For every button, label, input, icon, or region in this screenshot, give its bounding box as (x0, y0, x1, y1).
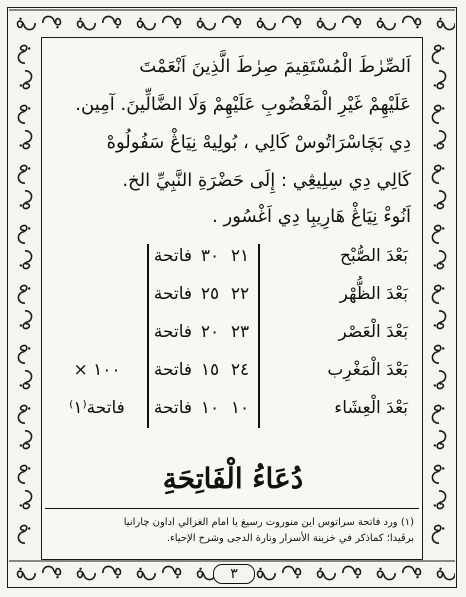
ornament-scroll (343, 16, 361, 24)
ornament-scroll-group (432, 225, 444, 243)
ornament-scroll (103, 566, 121, 574)
ornament-scroll (432, 165, 440, 183)
ornament-scroll (437, 371, 445, 389)
ornament-scroll (432, 525, 440, 543)
section-title: دُعَاءُ الْفَاتِحَةِ (162, 462, 304, 495)
ornament-scroll-group (434, 371, 446, 389)
ornament-dot (434, 144, 436, 146)
ornament-scroll (257, 21, 275, 29)
ornament-dot (442, 527, 444, 529)
ornament-scroll (403, 16, 421, 24)
ornament-dot (56, 26, 58, 28)
text-line-3: دِي بَچَاسْرَاتُوسْ كَالِي ، بُولِيهْ نِيَاڠْ سَفُولُوهْ (106, 132, 411, 153)
ornament-dot (20, 204, 22, 206)
ornament-dot (442, 287, 444, 289)
ornament-scroll (23, 431, 31, 449)
count-value: ١٠ (200, 398, 220, 418)
ornament-dot (434, 504, 436, 506)
ornament-scroll (17, 21, 35, 29)
ornament-scroll-group (434, 311, 446, 329)
row-number: ٢٣ (230, 322, 250, 342)
ornament-dot (19, 568, 21, 570)
ornament-scroll (432, 45, 440, 63)
readings-table (50, 242, 412, 430)
ornament-scroll-group (434, 251, 446, 269)
ornament-dot (28, 527, 30, 529)
ornament-scroll (432, 285, 440, 303)
ornament-dot (319, 18, 321, 20)
ornament-dot (416, 26, 418, 28)
ornament-dot (176, 576, 178, 578)
ornament-scroll (437, 21, 455, 29)
ornament-scroll (18, 345, 26, 363)
ornament-scroll (137, 21, 155, 29)
ornament-scroll (18, 45, 26, 63)
ornament-dot (139, 568, 141, 570)
ornament-dot (236, 26, 238, 28)
time-label: بَعْدَ الْمَغْرِب (327, 360, 408, 380)
ornament-scroll (432, 405, 440, 423)
ornament-dot (199, 568, 201, 570)
ornament-scroll-group (20, 311, 32, 329)
ornament-scroll (103, 16, 121, 24)
ornament-scroll (23, 371, 31, 389)
ornament-dot (434, 444, 436, 446)
ornament-scroll (18, 105, 26, 123)
ornament-scroll (437, 131, 445, 149)
ornament-scroll-group (434, 71, 446, 89)
ornament-dot (259, 18, 261, 20)
ornament-dot (442, 407, 444, 409)
ornament-scroll-group (18, 105, 30, 123)
time-label: بَعْدَ الْعَصْر (338, 322, 408, 342)
ornament-scroll (437, 431, 445, 449)
ornament-dot (20, 84, 22, 86)
ornament-dot (139, 18, 141, 20)
ornament-dot (79, 18, 81, 20)
page-number: ٣ (213, 564, 255, 584)
extra-note: فاتحة⁽١⁾ (69, 398, 125, 418)
ornament-scroll (163, 16, 181, 24)
ornament-dot (116, 576, 118, 578)
ornament-dot (116, 26, 118, 28)
ornament-scroll (432, 225, 440, 243)
ornament-scroll (283, 16, 301, 24)
ornament-dot (442, 227, 444, 229)
ornament-dot (442, 47, 444, 49)
ornament-scroll-group (20, 371, 32, 389)
ornament-dot (379, 18, 381, 20)
ornament-dot (296, 576, 298, 578)
ornament-dot (439, 18, 441, 20)
ornament-dot (20, 264, 22, 266)
ornament-scroll (23, 311, 31, 329)
ornament-dot (28, 407, 30, 409)
fatiha-label: فاتحة (153, 246, 193, 266)
ornament-scroll (437, 71, 445, 89)
ornament-scroll-group (432, 105, 444, 123)
ornament-scroll-group (18, 285, 30, 303)
ornament-scroll (437, 571, 455, 579)
ornament-dot (319, 568, 321, 570)
ornament-scroll (23, 71, 31, 89)
ornament-dot (28, 47, 30, 49)
ornament-scroll (283, 566, 301, 574)
count-value: ٢٥ (200, 284, 220, 304)
ornament-scroll (377, 571, 395, 579)
ornament-scroll (23, 251, 31, 269)
ornament-dot (176, 26, 178, 28)
ornament-scroll-group (20, 251, 32, 269)
ornament-dot (416, 576, 418, 578)
ornament-dot (434, 264, 436, 266)
ornament-dot (356, 576, 358, 578)
ornament-scroll (403, 566, 421, 574)
ornament-scroll (43, 16, 61, 24)
count-value: ٣٠ (200, 246, 220, 266)
ornament-scroll (437, 191, 445, 209)
ornament-dot (379, 568, 381, 570)
table-divider-left (147, 244, 149, 428)
ornament-dot (434, 384, 436, 386)
ornament-scroll (437, 311, 445, 329)
ornament-scroll (432, 105, 440, 123)
ornament-dot (28, 287, 30, 289)
ornament-scroll (223, 16, 241, 24)
row-number: ٢١ (230, 246, 250, 266)
ornament-scroll-group (434, 191, 446, 209)
ornament-dot (20, 144, 22, 146)
ornament-scroll (23, 131, 31, 149)
ornament-dot (56, 576, 58, 578)
ornament-dot (19, 18, 21, 20)
row-number: ٢٤ (230, 360, 250, 380)
footnote-line-2: برڤيدا؛ كماذكر في خزينة الأسرار ونارة الدجى وشرح الإحياء. (166, 533, 414, 544)
count-value: ٢٠ (200, 322, 220, 342)
ornament-scroll (43, 566, 61, 574)
ornament-dot (259, 568, 261, 570)
ornament-scroll-group (20, 71, 32, 89)
ornament-scroll-group (434, 431, 446, 449)
ornament-scroll (17, 571, 35, 579)
ornament-scroll-group (432, 45, 444, 63)
ornament-scroll (377, 21, 395, 29)
ornament-scroll-group (432, 405, 444, 423)
ornament-scroll (77, 21, 95, 29)
fatiha-label: فاتحة (153, 284, 193, 304)
ornament-scroll (163, 566, 181, 574)
ornament-scroll-group (18, 405, 30, 423)
ornament-dot (28, 347, 30, 349)
ornament-scroll-group (18, 165, 30, 183)
ornament-dot (442, 107, 444, 109)
ornament-dot (434, 84, 436, 86)
ornament-dot (356, 26, 358, 28)
text-line-2: عَلَيْهِمْ غَيْرِ الْمَغْضُوبِ عَلَيْهِمْ وَلَا الضَّالِّينَ. آمِين. (75, 94, 411, 115)
ornament-scroll (77, 571, 95, 579)
ornament-dot (20, 324, 22, 326)
ornament-scroll (18, 225, 26, 243)
ornament-scroll-group (432, 525, 444, 543)
row-number: ٢٢ (230, 284, 250, 304)
ornament-border-top (9, 9, 455, 37)
ornament-scroll (137, 571, 155, 579)
ornament-dot (442, 347, 444, 349)
text-line-5: اَنُوءْ نِيَاڠْ هَارِيبِا دِي اَغْسُور . (212, 206, 411, 227)
ornament-scroll-group (18, 225, 30, 243)
ornament-scroll-group (20, 191, 32, 209)
ornament-dot (434, 324, 436, 326)
count-value: ١٥ (200, 360, 220, 380)
ornament-dot (296, 26, 298, 28)
text-line-4: كَالِي دِي سِلِيڠِي : إِلَى حَضْرَةِ النَّبِيِّ الخ. (122, 170, 411, 191)
text-line-1: اَلصِّرٰطَ الْمُسْتَقِيمَ صِرٰطَ الَّذِينَ اَنْعَمْتَ (139, 56, 411, 77)
ornament-scroll (18, 405, 26, 423)
time-label: بَعْدَ الصُّبْح (339, 246, 408, 266)
ornament-dot (20, 504, 22, 506)
ornament-dot (20, 384, 22, 386)
footnote-line-1: (١) ورد فاتحة سراتوس اين منوروت رسيغ يا امام الغزالي اداون چارانيا (123, 517, 414, 528)
ornament-scroll (317, 21, 335, 29)
ornament-scroll-group (432, 285, 444, 303)
ornament-scroll (432, 345, 440, 363)
ornament-dot (79, 568, 81, 570)
ornament-dot (28, 227, 30, 229)
ornament-dot (439, 568, 441, 570)
ornament-dot (434, 204, 436, 206)
ornament-scroll-group (432, 165, 444, 183)
ornament-scroll (257, 571, 275, 579)
ornament-scroll-group (18, 345, 30, 363)
time-label: بَعْدَ الظُّهْر (339, 284, 408, 304)
ornament-dot (28, 107, 30, 109)
ornament-scroll-group (18, 525, 30, 543)
ornament-scroll (197, 21, 215, 29)
ornament-scroll-group (20, 131, 32, 149)
ornament-scroll-group (18, 45, 30, 63)
extra-note: ١٠٠ × (73, 360, 121, 380)
ornament-scroll-group (434, 131, 446, 149)
ornament-dot (199, 18, 201, 20)
ornament-scroll (18, 525, 26, 543)
ornament-scroll (343, 566, 361, 574)
ornament-scroll (18, 285, 26, 303)
table-divider-right (258, 244, 260, 428)
ornament-dot (20, 444, 22, 446)
ornament-scroll-group (432, 345, 444, 363)
ornament-scroll (23, 191, 31, 209)
ornament-dot (442, 167, 444, 169)
ornament-scroll (317, 571, 335, 579)
ornament-scroll-group (20, 431, 32, 449)
footnote-divider (45, 508, 419, 509)
ornament-scroll (18, 165, 26, 183)
row-number: ١٠ (230, 398, 250, 418)
fatiha-label: فاتحة (153, 398, 193, 418)
ornament-dot (28, 167, 30, 169)
fatiha-label: فاتحة (153, 322, 193, 342)
ornament-scroll (437, 251, 445, 269)
time-label: بَعْدَ الْعِشَاء (334, 398, 408, 418)
fatiha-label: فاتحة (153, 360, 193, 380)
